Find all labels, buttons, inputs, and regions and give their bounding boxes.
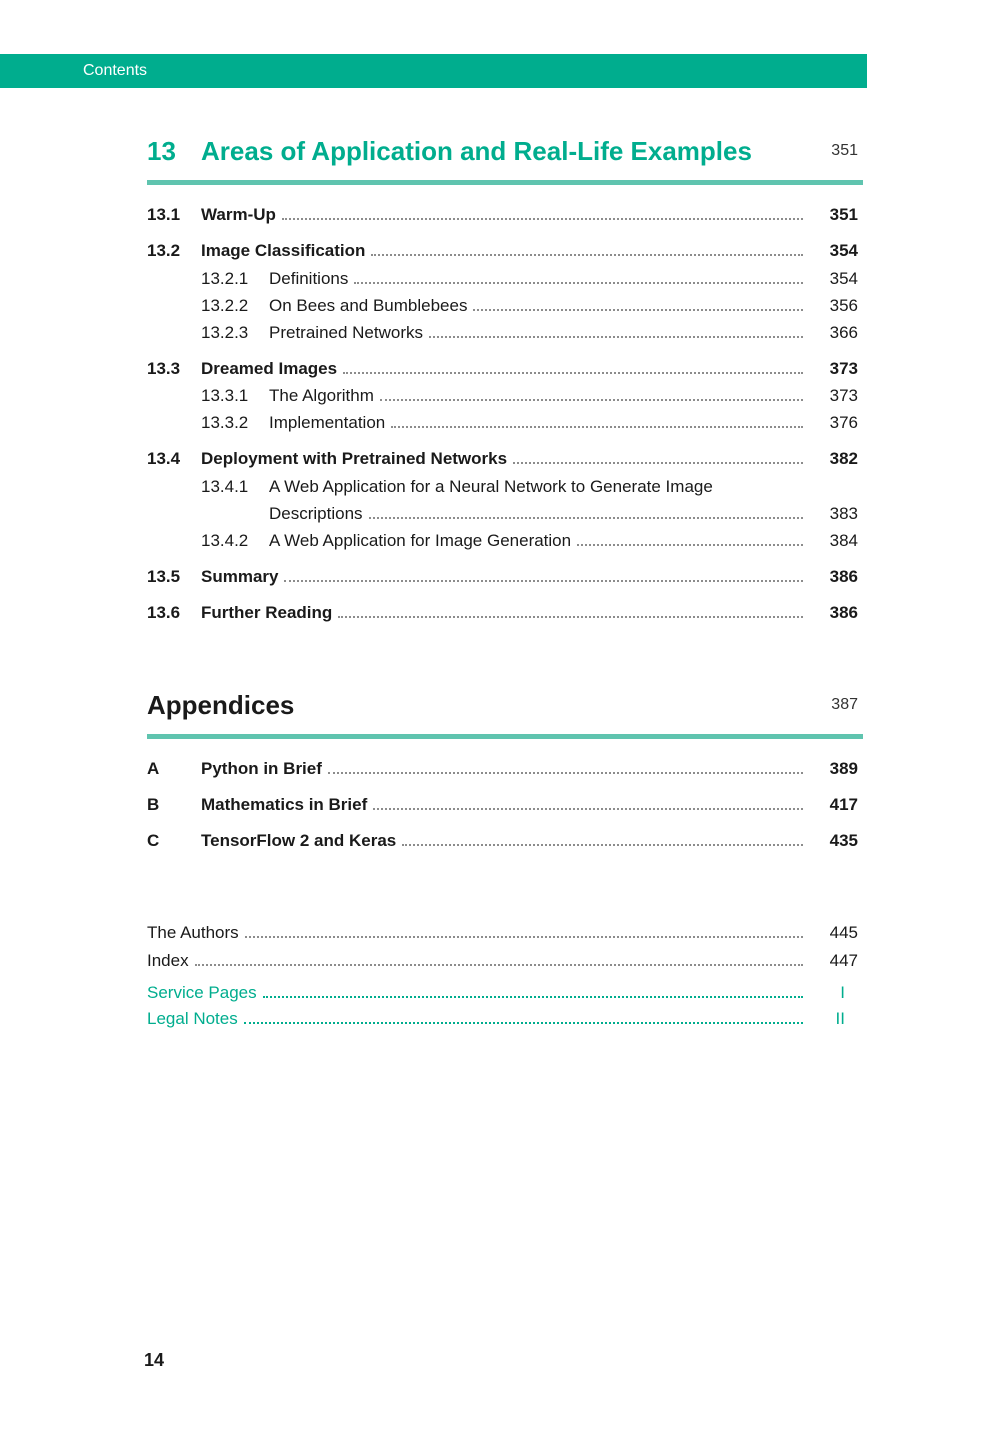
toc-subentry-title: Implementation bbox=[269, 411, 391, 435]
backmatter-page: 447 bbox=[829, 951, 858, 970]
appendix-entry[interactable] bbox=[147, 757, 863, 781]
leader-dots bbox=[338, 616, 803, 618]
toc-entry-title: Dreamed Images bbox=[201, 357, 343, 381]
backmatter-title: Service Pages bbox=[147, 981, 263, 1005]
appendix-title: Mathematics in Brief bbox=[201, 793, 373, 817]
toc-subentry-page: 354 bbox=[829, 269, 858, 288]
toc-entry[interactable] bbox=[147, 239, 863, 263]
appendix-title: Python in Brief bbox=[201, 757, 328, 781]
toc-subentry-title: A Web Application for a Neural Network to Generate Image bbox=[269, 477, 713, 496]
running-header-bar bbox=[0, 54, 867, 88]
toc-entry-page: 351 bbox=[829, 205, 858, 224]
toc-subentry[interactable] bbox=[147, 267, 863, 291]
appendix-page: 389 bbox=[829, 759, 858, 778]
toc-subentry-number: 13.4.1 bbox=[201, 477, 249, 496]
toc-subentry-title: On Bees and Bumblebees bbox=[269, 294, 473, 318]
leader-dots bbox=[371, 254, 803, 256]
page-number: 14 bbox=[144, 1350, 165, 1370]
leader-dots bbox=[391, 426, 803, 428]
toc-subentry-title: Definitions bbox=[269, 267, 354, 291]
leader-dots bbox=[244, 1022, 803, 1024]
toc-subentry[interactable] bbox=[147, 321, 863, 345]
toc-entry-page: 382 bbox=[829, 449, 858, 468]
toc-entry[interactable] bbox=[147, 565, 863, 589]
leader-dots bbox=[380, 399, 803, 401]
toc-subentry-number: 13.2.3 bbox=[201, 323, 249, 342]
toc-subentry-page: 356 bbox=[829, 296, 858, 315]
appendix-letter: A bbox=[147, 759, 160, 778]
leader-dots bbox=[284, 580, 803, 582]
toc-entry-number: 13.4 bbox=[147, 449, 181, 468]
appendices-title: Appendices bbox=[147, 690, 295, 720]
toc-entry[interactable] bbox=[147, 601, 863, 625]
leader-dots bbox=[282, 218, 803, 220]
toc-subentry-title: A Web Application for Image Generation bbox=[269, 529, 577, 553]
toc-subentry-number: 13.4.2 bbox=[201, 531, 249, 550]
toc-entry-page: 373 bbox=[829, 359, 858, 378]
toc-subentry-line2[interactable] bbox=[147, 502, 863, 526]
toc-subentry-page: 366 bbox=[829, 323, 858, 342]
toc-subentry-title: The Algorithm bbox=[269, 384, 380, 408]
leader-dots bbox=[343, 372, 803, 374]
chapter-number: 13 bbox=[147, 136, 176, 166]
running-header-label: Contents bbox=[83, 62, 148, 79]
toc-entry-page: 386 bbox=[829, 567, 858, 586]
backmatter-page: 445 bbox=[829, 923, 858, 942]
backmatter-title: Index bbox=[147, 949, 195, 973]
leader-dots bbox=[373, 808, 803, 810]
toc-entry-number: 13.1 bbox=[147, 205, 181, 224]
backmatter-entry[interactable] bbox=[147, 921, 863, 945]
service-pages-link[interactable] bbox=[147, 981, 863, 1005]
appendix-title: TensorFlow 2 and Keras bbox=[201, 829, 402, 853]
backmatter-page: I bbox=[840, 983, 845, 1002]
toc-subentry-number: 13.2.1 bbox=[201, 269, 249, 288]
toc-subentry-number: 13.3.1 bbox=[201, 386, 249, 405]
appendices-heading[interactable] bbox=[147, 690, 863, 739]
toc-entry-title: Image Classification bbox=[201, 239, 371, 263]
toc-subentry-page: 383 bbox=[829, 504, 858, 523]
leader-dots bbox=[328, 772, 803, 774]
leader-dots bbox=[263, 996, 803, 998]
toc-entry[interactable] bbox=[147, 357, 863, 381]
chapter-13-heading[interactable] bbox=[147, 136, 863, 185]
toc-entry-page: 386 bbox=[829, 603, 858, 622]
leader-dots bbox=[429, 336, 803, 338]
toc-entry-number: 13.3 bbox=[147, 359, 181, 378]
leader-dots bbox=[245, 936, 803, 938]
toc-entry-title: Deployment with Pretrained Networks bbox=[201, 447, 513, 471]
backmatter-title: The Authors bbox=[147, 921, 245, 945]
appendix-page: 435 bbox=[829, 831, 858, 850]
toc-subentry-page: 373 bbox=[829, 386, 858, 405]
appendix-letter: B bbox=[147, 795, 160, 814]
toc-subentry-line1[interactable] bbox=[147, 475, 863, 499]
toc-subentry-title-continued: Descriptions bbox=[269, 502, 369, 526]
leader-dots bbox=[195, 964, 803, 966]
chapter-title: Areas of Application and Real-Life Examples bbox=[201, 136, 752, 166]
appendix-page: 417 bbox=[829, 795, 858, 814]
appendix-entry[interactable] bbox=[147, 793, 863, 817]
toc-entry[interactable] bbox=[147, 447, 863, 471]
leader-dots bbox=[354, 282, 803, 284]
backmatter-page: II bbox=[835, 1009, 845, 1028]
legal-notes-link[interactable] bbox=[147, 1007, 863, 1031]
toc-subentry[interactable] bbox=[147, 411, 863, 435]
toc-subentry[interactable] bbox=[147, 294, 863, 318]
appendix-entry[interactable] bbox=[147, 829, 863, 853]
toc-entry-number: 13.5 bbox=[147, 567, 181, 586]
leader-dots bbox=[369, 517, 803, 519]
toc-subentry-title: Pretrained Networks bbox=[269, 321, 429, 345]
toc-entry[interactable] bbox=[147, 203, 863, 227]
toc-entry-number: 13.2 bbox=[147, 241, 181, 260]
backmatter-title: Legal Notes bbox=[147, 1007, 244, 1031]
toc-subentry[interactable] bbox=[147, 384, 863, 408]
appendix-letter: C bbox=[147, 831, 160, 850]
toc-subentry-page: 384 bbox=[829, 531, 858, 550]
toc-entry-title: Further Reading bbox=[201, 601, 338, 625]
toc-entry-number: 13.6 bbox=[147, 603, 181, 622]
appendices-page: 387 bbox=[831, 696, 858, 713]
toc-subentry-number: 13.2.2 bbox=[201, 296, 249, 315]
toc-entry-page: 354 bbox=[829, 241, 858, 260]
toc-subentry-number: 13.3.2 bbox=[201, 413, 249, 432]
leader-dots bbox=[473, 309, 803, 311]
toc-subentry-page: 376 bbox=[829, 413, 858, 432]
leader-dots bbox=[402, 844, 803, 846]
leader-dots bbox=[577, 544, 803, 546]
toc-entry-title: Warm-Up bbox=[201, 203, 282, 227]
backmatter-entry[interactable] bbox=[147, 949, 863, 973]
leader-dots bbox=[513, 462, 803, 464]
toc-subentry[interactable] bbox=[147, 529, 863, 553]
chapter-page: 351 bbox=[831, 142, 858, 159]
toc-entry-title: Summary bbox=[201, 565, 284, 589]
